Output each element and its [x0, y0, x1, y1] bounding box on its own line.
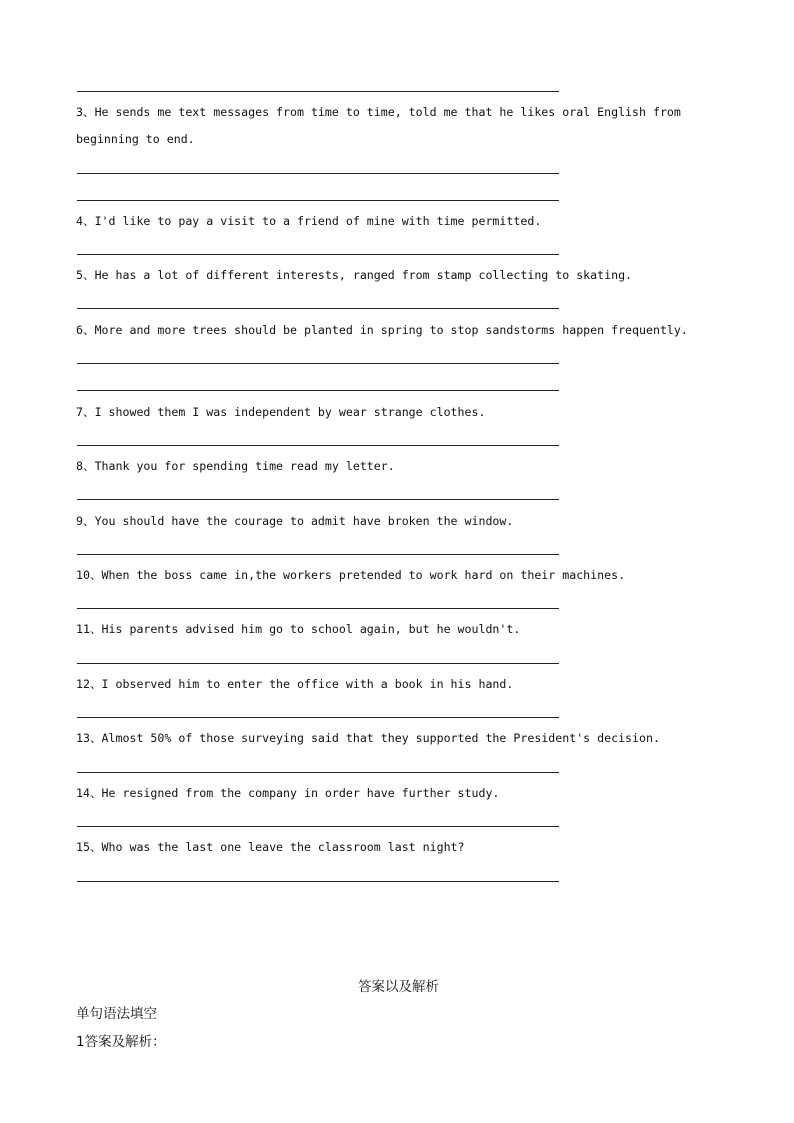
- question-6: 6、More and more trees should be planted in spring to stop sandstorms happen frequently.: [76, 323, 688, 337]
- answer-line[interactable]: [77, 445, 559, 446]
- answer-item-1-label: 1答案及解析：: [76, 1034, 166, 1050]
- question-11: 11、His parents advised him go to school again, but he wouldn't.: [76, 622, 521, 636]
- answer-line[interactable]: [77, 363, 559, 364]
- answer-line[interactable]: [77, 499, 559, 500]
- answer-line[interactable]: [77, 91, 559, 92]
- answer-line[interactable]: [77, 663, 559, 664]
- question-15: 15、Who was the last one leave the classroom last night?: [76, 840, 465, 854]
- question-5: 5、He has a lot of different interests, ranged from stamp collecting to skating.: [76, 268, 633, 282]
- answer-line[interactable]: [77, 826, 559, 827]
- question-4: 4、I'd like to pay a visit to a friend of mine with time permitted.: [76, 214, 542, 228]
- question-7: 7、I showed them I was independent by wear strange clothes.: [76, 405, 486, 419]
- answer-line[interactable]: [77, 554, 559, 555]
- question-14: 14、He resigned from the company in order have further study.: [76, 786, 500, 800]
- question-13: 13、Almost 50% of those surveying said that they supported the President's decision.: [76, 731, 660, 745]
- question-8: 8、Thank you for spending time read my letter.: [76, 459, 395, 473]
- answer-line[interactable]: [77, 390, 559, 391]
- answers-section-heading: 单句语法填空: [76, 1006, 157, 1022]
- question-9: 9、You should have the courage to admit have broken the window.: [76, 514, 514, 528]
- answer-line[interactable]: [77, 173, 559, 174]
- answer-line[interactable]: [77, 608, 559, 609]
- answer-line[interactable]: [77, 881, 559, 882]
- answer-line[interactable]: [77, 254, 559, 255]
- question-10: 10、When the boss came in,the workers pretended to work hard on their machines.: [76, 568, 626, 582]
- answer-line[interactable]: [77, 772, 559, 773]
- answers-title: 答案以及解析: [358, 979, 439, 995]
- answer-line[interactable]: [77, 200, 559, 201]
- question-12: 12、I observed him to enter the office with a book in his hand.: [76, 677, 514, 691]
- answer-line[interactable]: [77, 308, 559, 309]
- answer-line[interactable]: [77, 717, 559, 718]
- question-3: 3、He sends me text messages from time to time, told me that he likes oral English from beginning to end.: [76, 105, 688, 146]
